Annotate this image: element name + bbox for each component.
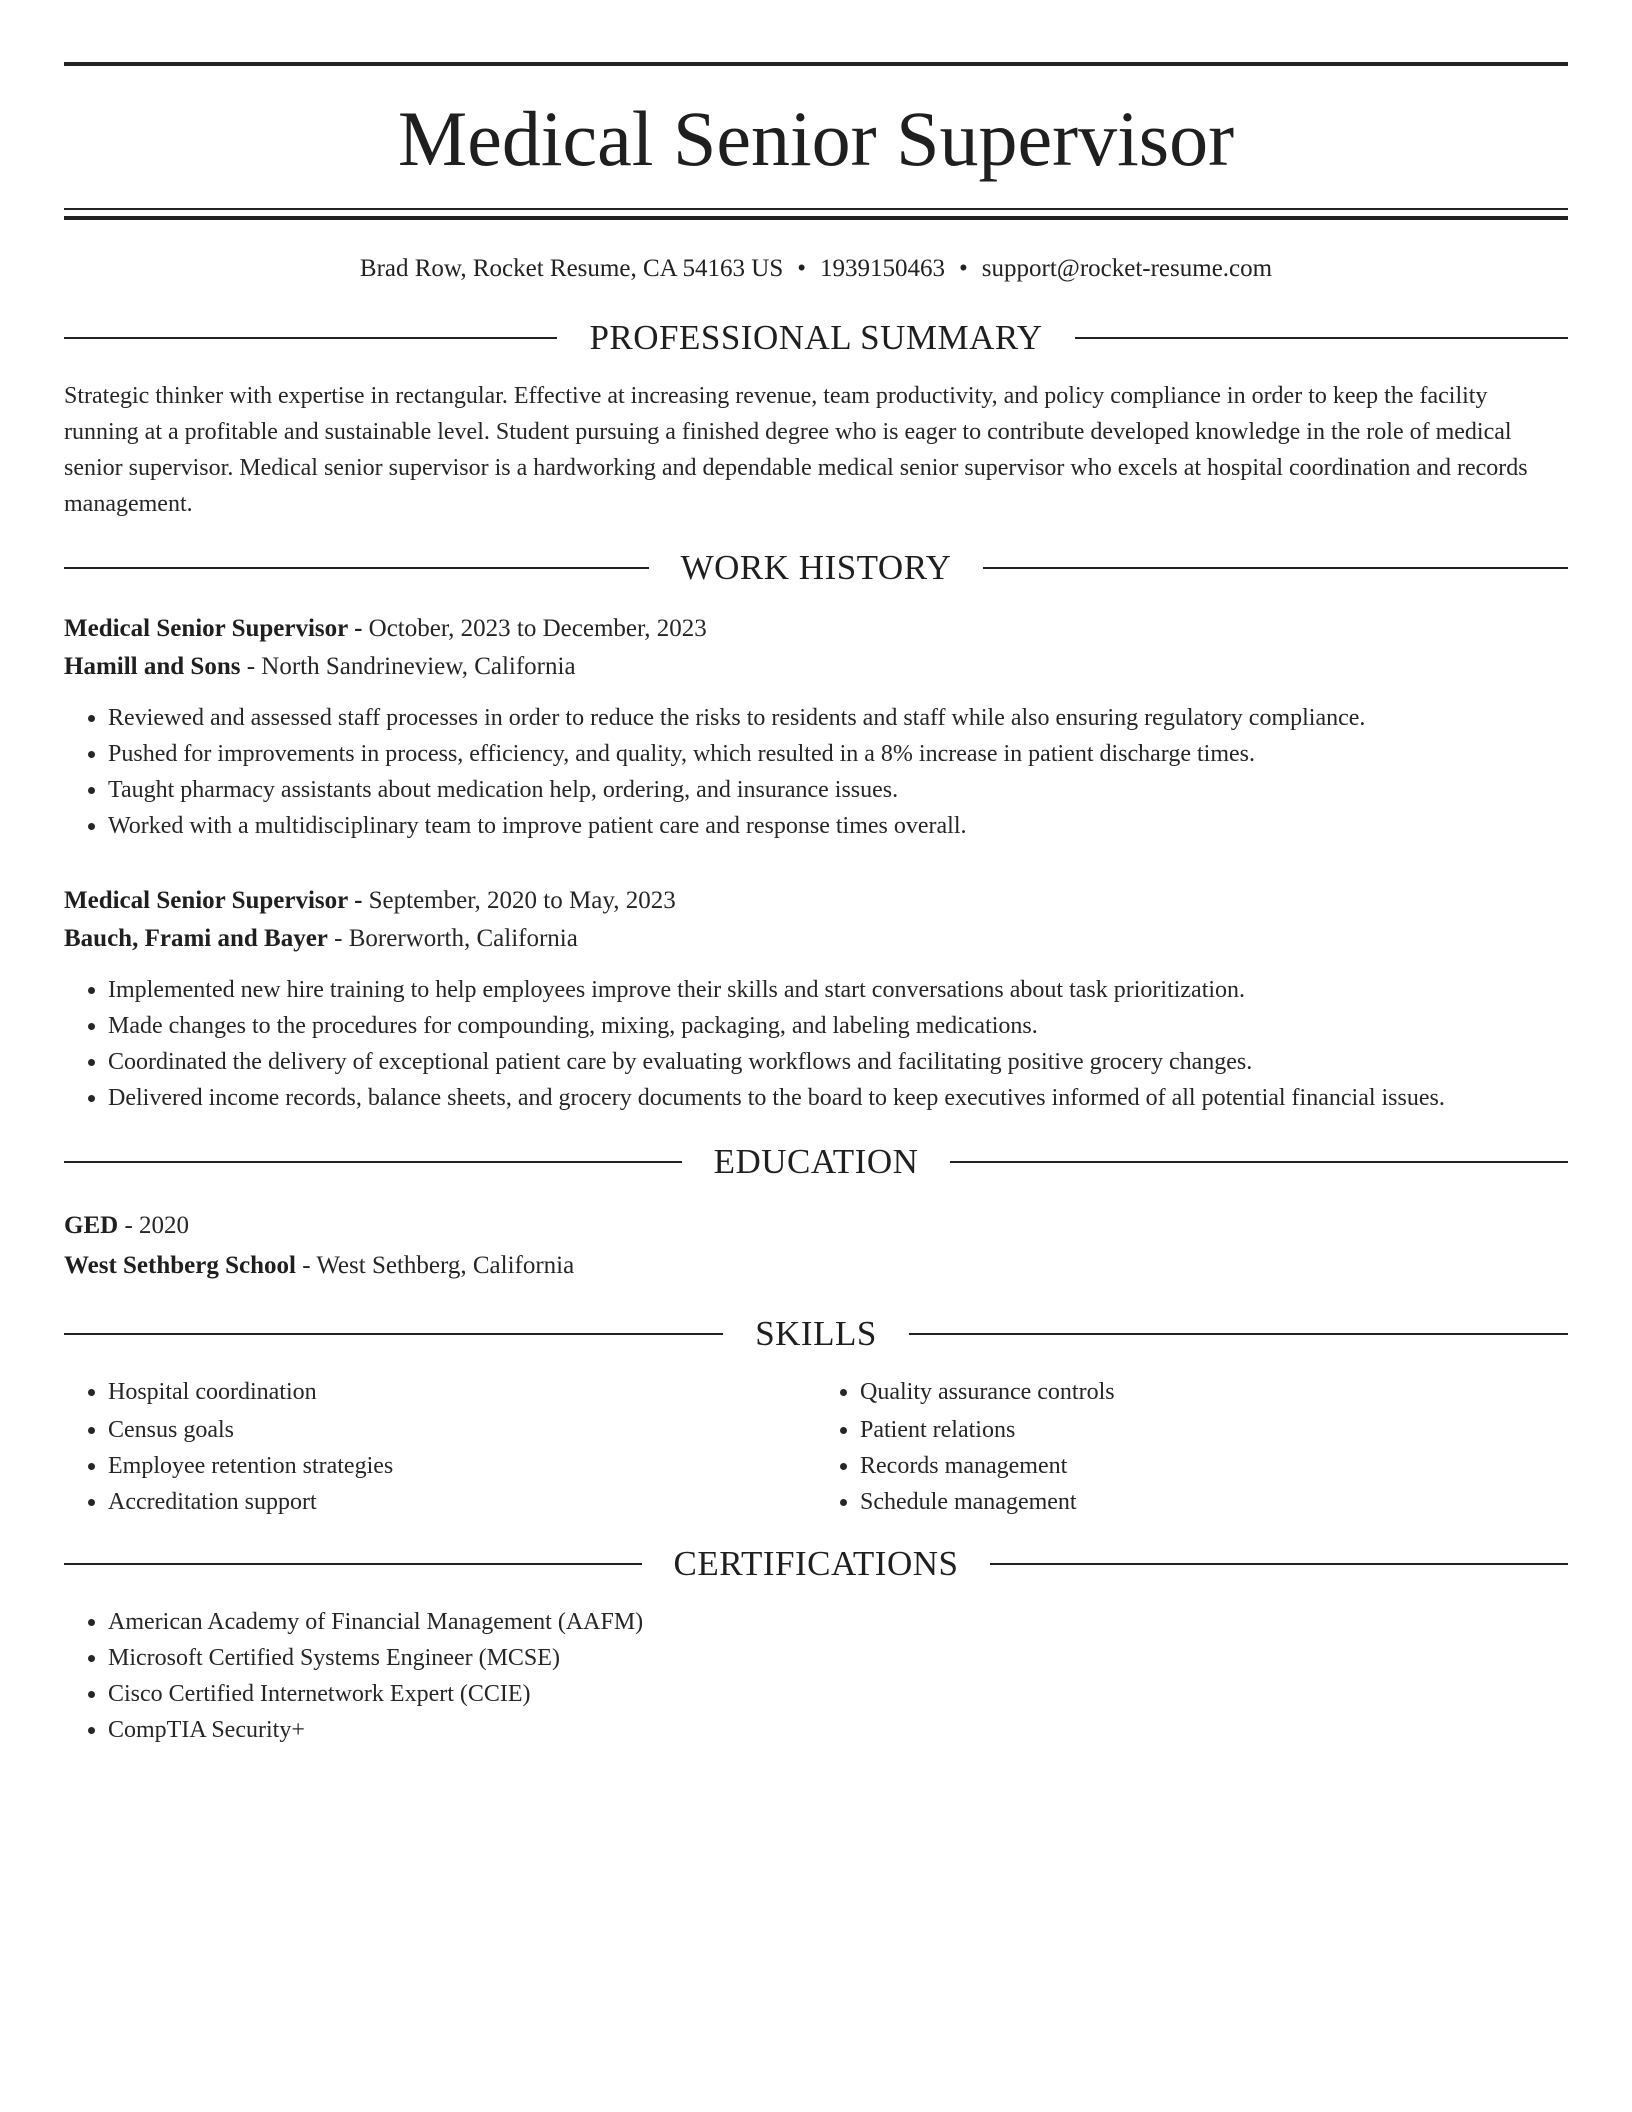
job-dates: September, 2020 to May, 2023 <box>368 887 676 914</box>
job-company-line: Bauch, Frami and Bayer - Borerworth, California <box>64 925 578 952</box>
heading-rule <box>909 1333 1568 1335</box>
heading-rule <box>64 1333 723 1335</box>
top-rule <box>64 62 1568 66</box>
job-company: Hamill and Sons <box>64 653 241 680</box>
education-year: 2020 <box>139 1212 190 1239</box>
list-item: • Records management <box>860 1448 1568 1484</box>
education-entry <box>64 1206 1568 1286</box>
list-item: • Patient relations <box>860 1412 1568 1448</box>
contact-address: Brad Row, Rocket Resume, CA 54163 US <box>359 255 784 282</box>
job-company: Bauch, Frami and Bayer <box>64 925 328 952</box>
job-entry <box>64 610 1568 844</box>
list-item: • Microsoft Certified Systems Engineer (MCSE) <box>108 1640 1568 1676</box>
section-title: PROFESSIONAL SUMMARY <box>589 318 1043 357</box>
job-location: Borerworth, California <box>348 925 578 952</box>
title-double-rule <box>64 208 1568 220</box>
education-school-line: West Sethberg School - West Sethberg, California <box>64 1252 575 1279</box>
job-title: Medical Senior Supervisor <box>64 615 348 642</box>
job-bullets <box>64 700 1568 844</box>
heading-rule <box>1075 337 1568 339</box>
education-school: West Sethberg School <box>64 1252 296 1279</box>
education-location: West Sethberg, California <box>316 1252 575 1279</box>
list-item: • Hospital coordination <box>108 1374 816 1410</box>
job-title-line: Medical Senior Supervisor - September, 2020 to May, 2023 <box>64 887 676 914</box>
skills-list-right <box>816 1374 1568 1520</box>
education-degree-line: GED - 2020 <box>64 1212 190 1239</box>
education-degree: GED <box>64 1212 119 1239</box>
section-heading-skills <box>64 1314 1568 1354</box>
resume-title: Medical Senior Supervisor <box>397 95 1235 182</box>
job-entry <box>64 882 1568 1116</box>
list-item: • Reviewed and assessed staff processes in order to reduce the risks to residents and staff while also ensuring regulatory compliance. <box>108 700 1568 736</box>
job-bullets <box>64 972 1568 1116</box>
section-heading-education <box>64 1142 1568 1182</box>
resume-page <box>64 62 1568 1748</box>
skills-list-left <box>64 1374 816 1520</box>
job-dates: October, 2023 to December, 2023 <box>368 615 707 642</box>
list-item: • Cisco Certified Internetwork Expert (CCIE) <box>108 1676 1568 1712</box>
certifications-list <box>64 1604 1568 1748</box>
list-item: • Accreditation support <box>108 1484 816 1520</box>
section-title: WORK HISTORY <box>680 548 952 587</box>
list-item: • CompTIA Security+ <box>108 1712 1568 1748</box>
job-location: North Sandrineview, California <box>261 653 576 680</box>
summary-text: Strategic thinker with expertise in rectangular. Effective at increasing revenue, team productivity, and policy compliance in order to keep the facility running at a profitable and sustainable level. Student pursuing a finished degree who is eager to contribute developed knowledge in the role of medical senior supervisor. Medical senior supervisor is a hardworking and dependable medical senior supervisor who excels at hospital coordination and records management. <box>64 383 1528 517</box>
contact-separator: • <box>959 255 968 282</box>
job-title: Medical Senior Supervisor <box>64 887 348 914</box>
job-title-line: Medical Senior Supervisor - October, 2023 to December, 2023 <box>64 615 707 642</box>
list-item: • Employee retention strategies <box>108 1448 816 1484</box>
contact-email: support@rocket-resume.com <box>981 255 1273 282</box>
section-title: SKILLS <box>755 1314 877 1353</box>
list-item: • Coordinated the delivery of exceptional patient care by evaluating workflows and facilitating positive grocery changes. <box>108 1044 1568 1080</box>
section-heading-work <box>64 548 1568 588</box>
list-item: • American Academy of Financial Management (AAFM) <box>108 1604 1568 1640</box>
contact-phone: 1939150463 <box>820 255 946 282</box>
list-item: • Pushed for improvements in process, efficiency, and quality, which resulted in a 8% increase in patient discharge times. <box>108 736 1568 772</box>
heading-rule <box>64 1563 642 1565</box>
list-item: • Census goals <box>108 1412 816 1448</box>
heading-rule <box>64 337 557 339</box>
contact-separator: • <box>797 255 807 282</box>
section-heading-summary <box>64 318 1568 358</box>
heading-rule <box>64 567 649 569</box>
section-title: CERTIFICATIONS <box>673 1544 959 1583</box>
job-company-line: Hamill and Sons - North Sandrineview, California <box>64 653 576 680</box>
list-item: • Worked with a multidisciplinary team to improve patient care and response times overall. <box>108 808 1568 844</box>
heading-rule <box>983 567 1568 569</box>
list-item: • Implemented new hire training to help employees improve their skills and start conversations about task prioritization. <box>108 972 1568 1008</box>
heading-rule <box>64 1161 682 1163</box>
section-heading-certifications <box>64 1544 1568 1584</box>
heading-rule <box>990 1563 1568 1565</box>
list-item: • Schedule management <box>860 1484 1568 1520</box>
heading-rule <box>950 1161 1568 1163</box>
skills-columns <box>64 1374 1568 1520</box>
contact-line <box>64 254 1568 284</box>
list-item: • Quality assurance controls <box>860 1374 1568 1410</box>
section-title: EDUCATION <box>713 1142 919 1181</box>
list-item: • Delivered income records, balance sheets, and grocery documents to the board to keep executives informed of all potential financial issues. <box>108 1080 1568 1116</box>
list-item: • Taught pharmacy assistants about medication help, ordering, and insurance issues. <box>108 772 1568 808</box>
list-item: • Made changes to the procedures for compounding, mixing, packaging, and labeling medications. <box>108 1008 1568 1044</box>
